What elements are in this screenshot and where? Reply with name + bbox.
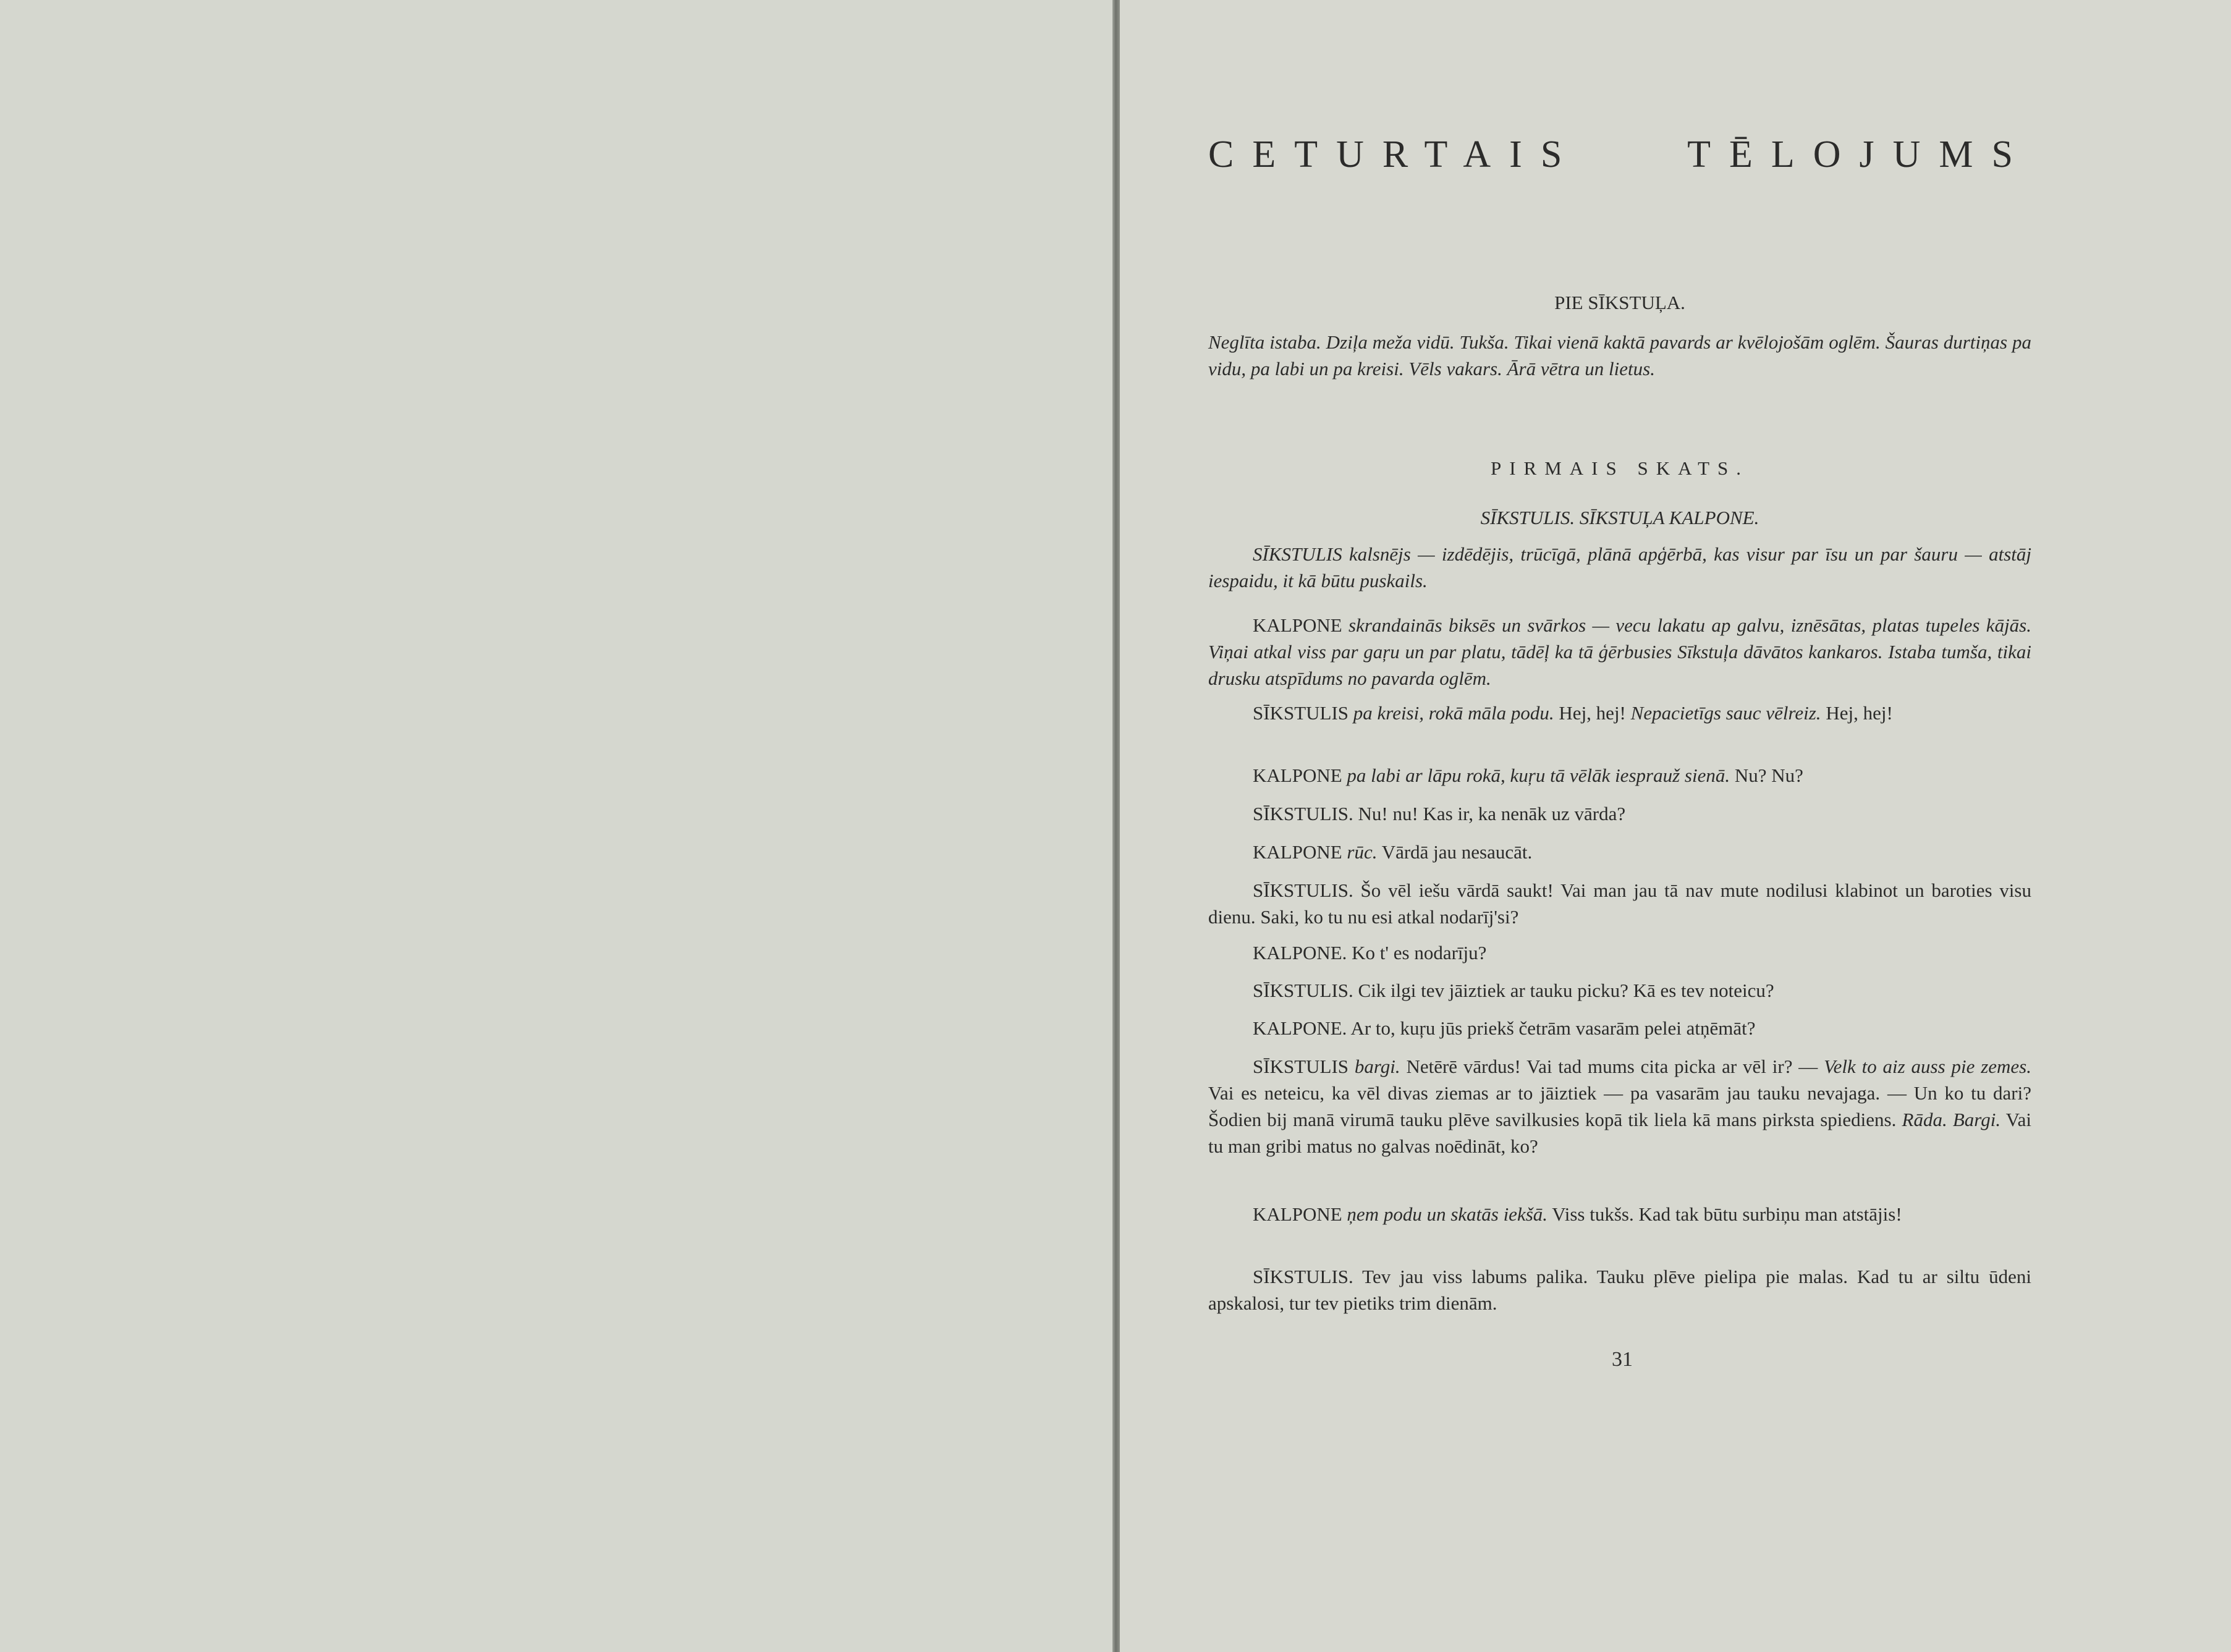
speaker-name: SĪKSTULIS. bbox=[1253, 803, 1353, 824]
dialogue-paragraph bbox=[1208, 1263, 2031, 1316]
dialogue-text: Vārdā jau nesaucāt. bbox=[1377, 841, 1533, 863]
speaker-name: SĪKSTULIS bbox=[1253, 1056, 1349, 1077]
scene-title: PIRMAIS SKATS. bbox=[1490, 457, 1749, 479]
dialogue-paragraph bbox=[1208, 1201, 2031, 1227]
chapter-title: CETURTAIS TĒLOJUMS bbox=[1208, 133, 2031, 176]
left-blank-page bbox=[0, 0, 1112, 1652]
dialogue-paragraph bbox=[1208, 762, 2031, 789]
dialogue-text: Nu? Nu? bbox=[1730, 765, 1803, 786]
stage-direction: Velk to aiz auss pie zemes. bbox=[1824, 1056, 2031, 1077]
dialogue-text: Nu! nu! Kas ir, ka nenāk uz vārda? bbox=[1353, 803, 1626, 824]
dialogue-text: Hej, hej! bbox=[1821, 702, 1893, 724]
dialogue-text: Ko t' es nodarīju? bbox=[1347, 942, 1487, 964]
speaker-name: SĪKSTULIS. bbox=[1253, 980, 1353, 1001]
dialogue-paragraph bbox=[1208, 800, 2031, 827]
speaker-name: SĪKSTULIS bbox=[1253, 702, 1349, 724]
speaker-name: KALPONE bbox=[1253, 1203, 1342, 1225]
speaker-name: KALPONE bbox=[1253, 765, 1342, 786]
dialogue-paragraph bbox=[1208, 612, 2031, 692]
dialogue-paragraph bbox=[1208, 877, 2031, 930]
stage-direction: ņem podu un skatās iekšā. bbox=[1342, 1203, 1548, 1225]
stage-direction: skrandainās biksēs un svārkos — vecu lakatu ap galvu, iznēsātas, platas tupeles kājās. Viņai atkal viss par gaŗu un par platu, tādēļ ka tā ģērbusies Sīkstuļa dāvātos kankaros. Istaba tumša, tikai drusku atspīdums no pavarda oglēm. bbox=[1208, 614, 2031, 689]
dialogue-text: Ar to, kuŗu jūs priekš četrām vasarām pelei atņēmāt? bbox=[1347, 1017, 1756, 1039]
dialogue-paragraph bbox=[1208, 541, 2031, 594]
stage-direction: kalsnējs — izdēdējis, trūcīgā, plānā apģērbā, kas visur par īsu un par šauru — atstāj iespaidu, it kā būtu puskails. bbox=[1208, 543, 2031, 591]
stage-direction: Nepacietīgs sauc vēlreiz. bbox=[1630, 702, 1821, 724]
stage-direction: pa labi ar lāpu rokā, kuŗu tā vēlāk iesprauž sienā. bbox=[1342, 765, 1730, 786]
dialogue-text: Vai tu man gribi matus no galvas noēdināt, ko? bbox=[1208, 1109, 2031, 1157]
dialogue-paragraph bbox=[1208, 839, 2031, 865]
dialogue-text: Viss tukšs. Kad tak būtu surbiņu man atstājis! bbox=[1547, 1203, 1902, 1225]
dialogue-text: Cik ilgi tev jāiztiek ar tauku picku? Kā es tev noteicu? bbox=[1353, 980, 1774, 1001]
dialogue-paragraph bbox=[1208, 1053, 2031, 1159]
speaker-name: KALPONE bbox=[1253, 614, 1342, 636]
characters-heading: SĪKSTULIS. SĪKSTUĻA KALPONE. bbox=[1480, 507, 1759, 528]
setting-description: Neglīta istaba. Dziļa meža vidū. Tukša. Tikai vienā kaktā pavards ar kvēlojošām oglēm. Šauras durtiņas pa vidu, pa labi un pa kreisi. Vēls vakars. Ārā vētra un lietus. bbox=[1208, 331, 2031, 379]
stage-direction: Rāda. Bargi. bbox=[1902, 1109, 2001, 1130]
page-number: 31 bbox=[1612, 1348, 1633, 1371]
book-gutter bbox=[1112, 0, 1120, 1652]
speaker-name: KALPONE. bbox=[1253, 942, 1347, 964]
speaker-name: KALPONE. bbox=[1253, 1017, 1347, 1039]
dialogue-paragraph bbox=[1208, 700, 2031, 726]
dialogue-text: Šo vēl iešu vārdā saukt! Vai man jau tā nav mute nodilusi klabinot un baroties visu dienu. Saki, ko tu nu esi atkal nodarīj'si? bbox=[1208, 879, 2031, 928]
stage-direction: bargi. bbox=[1348, 1056, 1400, 1077]
speaker-name: SĪKSTULIS. bbox=[1253, 879, 1353, 901]
dialogue-text: Netērē vārdus! Vai tad mums cita picka ar vēl ir? — bbox=[1400, 1056, 1824, 1077]
dialogue-text: Vai es neteicu, ka vēl divas ziemas ar to jāiztiek — pa vasarām jau tauku nevajaga. — Un ko tu dari? Šodien bij manā virumā tauku plēve savilkusies kopā tik liela kā mans pirksta spiediens. bbox=[1208, 1082, 2031, 1130]
dialogue-paragraph bbox=[1208, 1015, 2031, 1041]
speaker-name: SĪKSTULIS. bbox=[1253, 1266, 1353, 1287]
stage-direction: rūc. bbox=[1342, 841, 1378, 863]
stage-direction: pa kreisi, rokā māla podu. bbox=[1348, 702, 1554, 724]
speaker-name: SĪKSTULIS bbox=[1253, 543, 1342, 565]
dialogue-paragraph bbox=[1208, 977, 2031, 1004]
dialogue-text: Tev jau viss labums palika. Tauku plēve pielipa pie malas. Kad tu ar siltu ūdeni apskalosi, tur tev pietiks trim dienām. bbox=[1208, 1266, 2031, 1314]
speaker-name: KALPONE bbox=[1253, 841, 1342, 863]
scene-place-heading: PIE SĪKSTUĻA. bbox=[1554, 292, 1685, 313]
dialogue-text: Hej, hej! bbox=[1554, 702, 1631, 724]
dialogue-paragraph bbox=[1208, 939, 2031, 966]
